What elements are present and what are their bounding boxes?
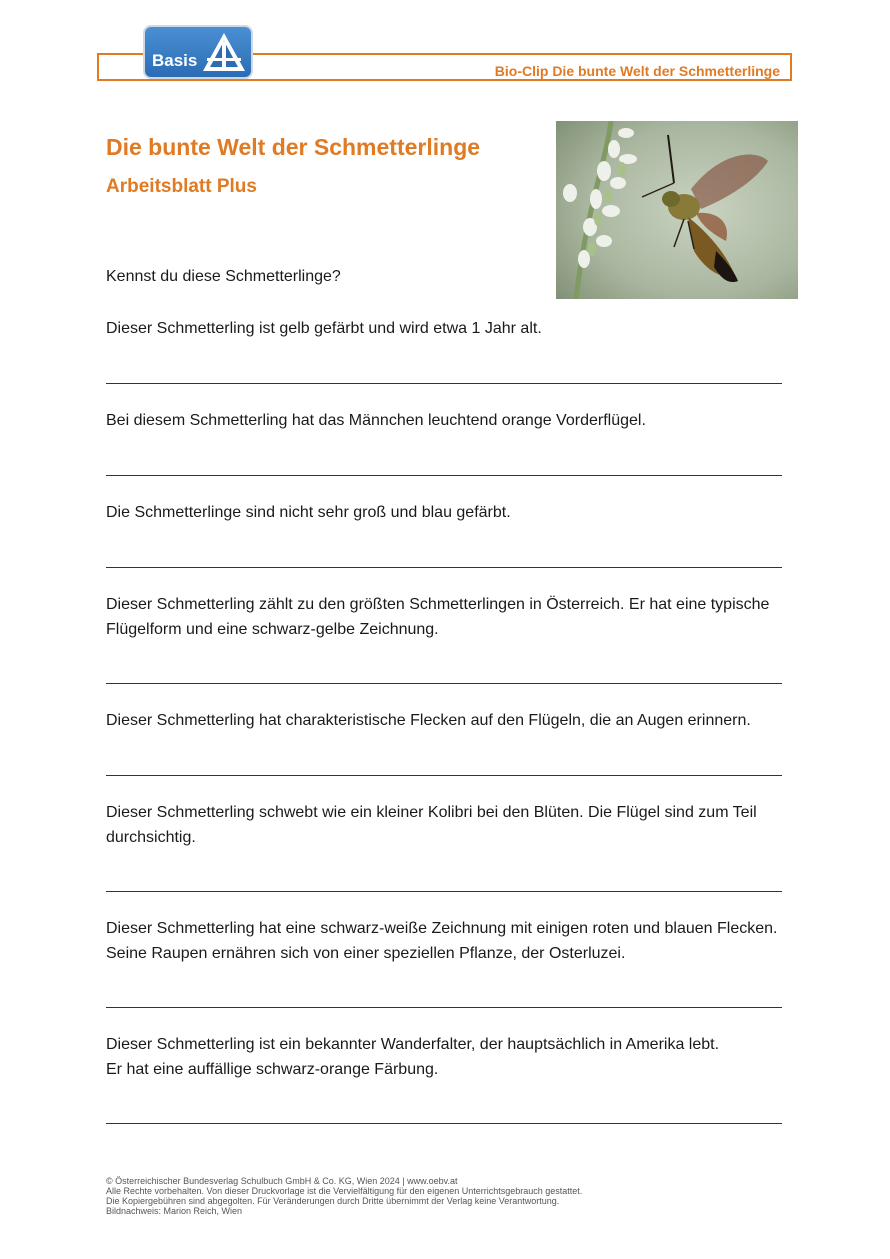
header-title: Bio-Clip Die bunte Welt der Schmetterlinge bbox=[494, 63, 780, 79]
question-8-line-1: Dieser Schmetterling ist ein bekannter Wanderfalter, der hauptsächlich in Amerika lebt. bbox=[106, 1036, 720, 1053]
page-subtitle: Arbeitsblatt Plus bbox=[106, 176, 257, 197]
answer-line-3[interactable] bbox=[106, 567, 782, 568]
footer-image-credit: Bildnachweis: Marion Reich, Wien bbox=[106, 1206, 243, 1216]
answer-line-4[interactable] bbox=[106, 683, 782, 684]
answer-line-6[interactable] bbox=[106, 891, 782, 892]
publisher-logo bbox=[145, 27, 251, 77]
triangle-logo-icon bbox=[201, 30, 247, 74]
answer-line-5[interactable] bbox=[106, 775, 782, 776]
answer-line-7[interactable] bbox=[106, 1007, 782, 1008]
footer-copyright: © Österreichischer Bundesverlag Schulbuch GmbH & Co. KG, Wien 2024 | www.oebv.at bbox=[106, 1176, 458, 1186]
answer-line-8[interactable] bbox=[106, 1123, 782, 1124]
question-6: Dieser Schmetterling schwebt wie ein kleiner Kolibri bei den Blüten. Die Flügel sind zum Teil durchsichtig. bbox=[106, 804, 757, 846]
question-8-line-2: Er hat eine auffällige schwarz-orange Färbung. bbox=[106, 1061, 439, 1078]
footer-rights: Alle Rechte vorbehalten. Von dieser Druckvorlage ist die Vervielfältigung für den eigenen Unterrichtsgebrauch gestattet. bbox=[106, 1186, 583, 1196]
question-3: Die Schmetterlinge sind nicht sehr groß und blau gefärbt. bbox=[106, 504, 511, 521]
answer-line-2[interactable] bbox=[106, 475, 782, 476]
footer-fees: Die Kopiergebühren sind abgegolten. Für Veränderungen durch Dritte übernimmt der Verlag keine Verantwortung. bbox=[106, 1196, 560, 1206]
answer-line-1[interactable] bbox=[106, 383, 782, 384]
page-title: Die bunte Welt der Schmetterlinge bbox=[106, 134, 481, 160]
question-8 bbox=[106, 1032, 796, 1082]
footer bbox=[106, 1176, 582, 1216]
butterfly-photo bbox=[556, 121, 798, 299]
intro-text: Kennst du diese Schmetterlinge? bbox=[106, 268, 341, 285]
question-2: Bei diesem Schmetterling hat das Männchen leuchtend orange Vorderflügel. bbox=[106, 412, 646, 429]
question-4: Dieser Schmetterling zählt zu den größten Schmetterlingen in Österreich. Er hat eine typische Flügelform und eine schwarz-gelbe Zeichnung. bbox=[106, 596, 770, 638]
question-1: Dieser Schmetterling ist gelb gefärbt und wird etwa 1 Jahr alt. bbox=[106, 320, 542, 337]
logo-text: Basis bbox=[152, 51, 198, 70]
question-5: Dieser Schmetterling hat charakteristische Flecken auf den Flügeln, die an Augen erinnern. bbox=[106, 712, 751, 729]
question-7: Dieser Schmetterling hat eine schwarz-weiße Zeichnung mit einigen roten und blauen Flecken. Seine Raupen ernähren sich von einer speziellen Pflanze, der Osterluzei. bbox=[106, 920, 778, 962]
